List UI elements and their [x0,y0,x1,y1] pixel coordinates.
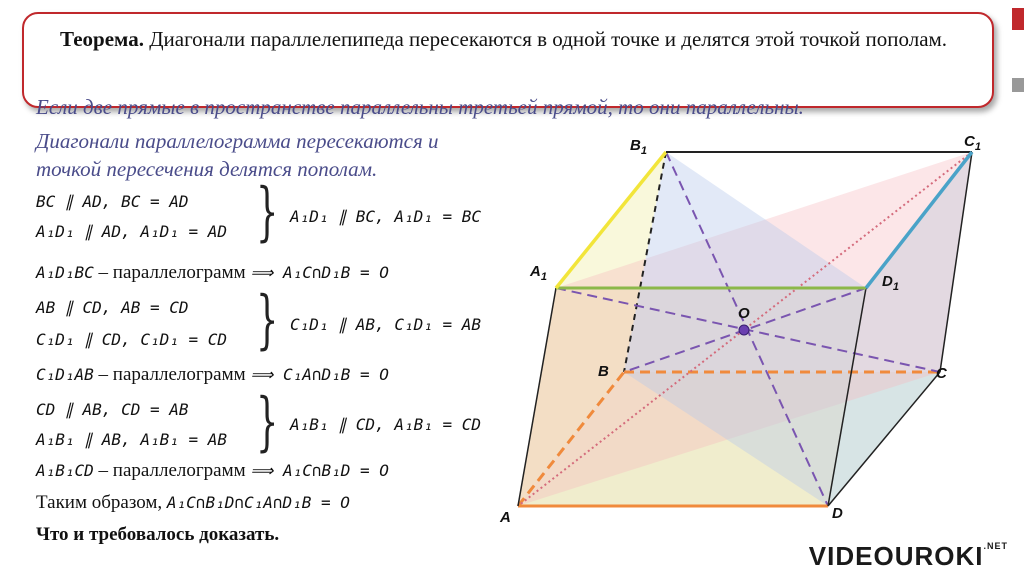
brand-suffix: .NET [983,541,1008,551]
lemma-parallel-lines: Если две прямые в пространстве параллельны третьей прямой, то они параллельны. [36,95,804,119]
proof-g2-result: C₁D₁ ∥ AB, C₁D₁ = AB [290,315,482,334]
lemma-diagonals-line2: точкой пересечения делятся пополам. [36,157,378,181]
proof-g2-implication: ⟹ C₁A∩D₁B = O [250,365,389,384]
proof-summary-word: Таким образом, [36,492,167,513]
proof-g2-word: – параллелограмм [93,364,251,385]
brace-3: } [256,385,279,459]
proof-g2-line2: C₁D₁ ∥ CD, C₁D₁ = CD [36,330,228,349]
proof-g1-line1: BC ∥ AD, BC = AD [36,192,189,211]
proof-g2-line1: AB ∥ CD, AB = CD [36,298,189,317]
lemma-diagonals-line1: Диагонали параллелограмма пересекаются и [36,129,439,153]
proof-g1-line2: A₁D₁ ∥ AD, A₁D₁ = AD [36,222,228,241]
label-B1: $B_1$ [630,137,647,157]
label-D1: $D_1$ [882,273,899,293]
point-O [739,325,749,335]
label-A1: $A_1$ [530,263,547,283]
brace-1: } [256,175,279,249]
proof-g3-line1: CD ∥ AB, CD = AB [36,400,189,419]
proof-g3-result: A₁B₁ ∥ CD, A₁B₁ = CD [290,415,482,434]
proof-g1-word: – параллелограмм [93,262,251,283]
brace-2: } [256,283,279,357]
proof-g1-implication: ⟹ A₁C∩D₁B = O [250,263,389,282]
proof-summary-formula: A₁C∩B₁D∩C₁A∩D₁B = O [166,493,350,512]
theorem-text: Диагонали параллелепипеда пересекаются в одной точке и делятся этой точкой пополам. [149,27,948,51]
label-A: A [500,509,511,526]
label-D: D [832,505,843,522]
proof-g1-figure: A₁D₁BC [36,263,94,282]
theorem-label: Теорема. [60,27,144,51]
proof-g3-implication: ⟹ A₁C∩B₁D = O [250,461,389,480]
proof-g1-result: A₁D₁ ∥ BC, A₁D₁ = BC [290,207,482,226]
proof-g3-line2: A₁B₁ ∥ AB, A₁B₁ = AB [36,430,228,449]
brand-name: VIDEOUROKI [808,541,984,571]
label-C1: $C_1$ [964,133,981,153]
proof-g3-word: – параллелограмм [93,460,251,481]
proof-g2-figure: C₁D₁AB [36,365,94,384]
proof-g3-figure: A₁B₁CD [36,461,94,480]
proof-conclusion: Что и требовалось доказать. [36,524,280,545]
label-C: C [936,365,947,382]
label-B: B [598,363,609,380]
brand-logo [809,541,1008,572]
label-O: O [738,305,750,322]
